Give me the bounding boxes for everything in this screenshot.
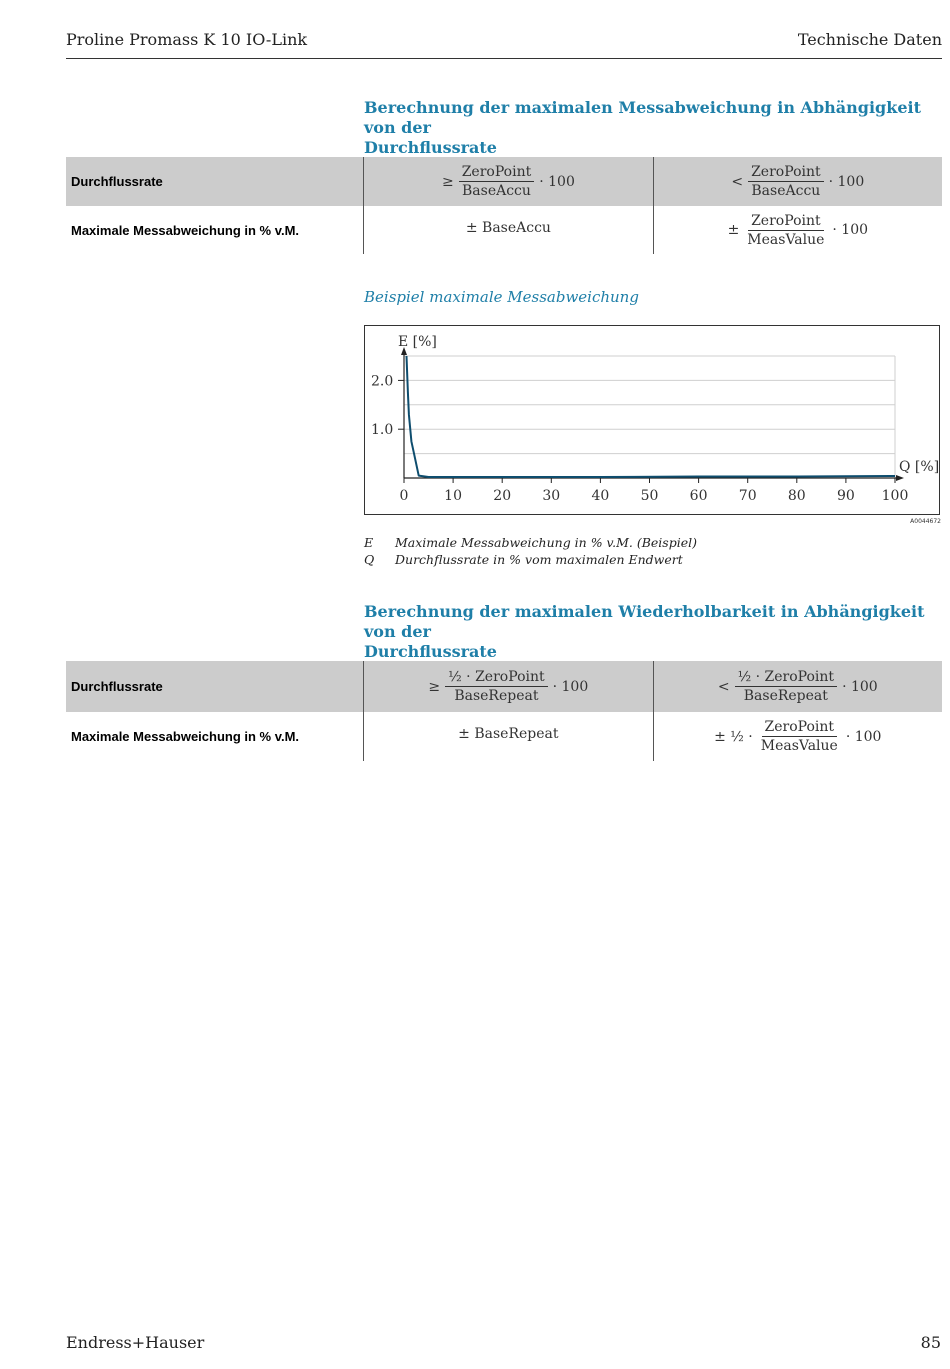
x-tick-label: 70 — [738, 488, 757, 504]
x-tick-label: 80 — [787, 488, 806, 504]
formula-cell: ≥ $\frac{\text{ZeroPoint}}{\text{BaseAccu}}$ · 100 — [364, 157, 653, 206]
chart-frame — [364, 325, 940, 515]
repeatability-table — [66, 661, 942, 761]
row-label: Durchflussrate — [66, 157, 364, 206]
error-chart — [365, 326, 941, 516]
x-axis-label: Q [%] — [899, 459, 940, 475]
fraction: $\frac{\text{½ · ZeroPoint}}{\text{BaseRepeat}}$ — [735, 669, 837, 704]
row-label: Maximale Messabweichung in % v.M. — [71, 729, 300, 744]
table-row — [66, 661, 942, 712]
row-label: Durchflussrate — [66, 661, 364, 712]
formula-cell: < $\frac{\text{ZeroPoint}}{\text{BaseAccu}}$ · 100 — [653, 157, 942, 206]
legend-item — [364, 535, 697, 550]
footer-brand: Endress+Hauser — [66, 1333, 205, 1352]
x-tick-label: 90 — [836, 488, 855, 504]
accuracy-table — [66, 157, 942, 254]
x-tick-label: 100 — [881, 488, 909, 504]
series-line — [407, 356, 896, 477]
x-tick-label: 50 — [640, 488, 659, 504]
formula-cell: ± BaseAccu — [364, 206, 653, 254]
figure-caption: Beispiel maximale Messabweichung — [364, 288, 639, 306]
legend-item — [364, 552, 683, 567]
document-title: Proline Promass K 10 IO-Link — [66, 30, 308, 49]
x-tick-label: 30 — [542, 488, 561, 504]
x-tick-label: 40 — [591, 488, 610, 504]
fraction: $\frac{\text{ZeroPoint}}{\text{MeasValue}}$ — [760, 719, 838, 754]
legend-text: Maximale Messabweichung in % v.M. (Beispiel) — [395, 535, 697, 550]
legend-key: Q — [364, 552, 375, 567]
fraction: $\frac{\text{ZeroPoint}}{\text{BaseAccu}}$ — [748, 164, 824, 199]
y-axis-label: E [%] — [398, 334, 437, 350]
y-tick-label: 2.0 — [371, 373, 394, 390]
x-tick-label: 0 — [399, 488, 409, 504]
legend-text: Durchflussrate in % vom maximalen Endwert — [395, 552, 683, 567]
fraction: $\frac{\text{½ · ZeroPoint}}{\text{BaseRepeat}}$ — [445, 669, 547, 704]
x-tick-label: 20 — [493, 488, 512, 504]
section-title: Technische Daten — [797, 30, 942, 49]
x-tick-label: 10 — [444, 488, 463, 504]
table-row — [66, 157, 942, 206]
section2-heading: Berechnung der maximalen Wiederholbarkeit in Abhängigkeit von der Durchflussrate — [364, 602, 925, 661]
formula-cell: ≥ $\frac{\text{½ · ZeroPoint}}{\text{BaseRepeat}}$ · 100 — [364, 661, 653, 712]
page-header — [66, 30, 942, 59]
row-label: Maximale Messabweichung in % v.M. — [71, 222, 300, 238]
figure-id: A0044672 — [910, 518, 941, 525]
formula-cell: ± $\frac{\text{ZeroPoint}}{\text{MeasValue}}$ · 100 — [653, 206, 942, 254]
fraction: $\frac{\text{ZeroPoint}}{\text{BaseAccu}}$ — [459, 164, 535, 199]
formula-cell: < $\frac{\text{½ · ZeroPoint}}{\text{BaseRepeat}}$ · 100 — [653, 661, 942, 712]
section1-heading: Berechnung der maximalen Messabweichung in Abhängigkeit von der Durchflussrate — [364, 98, 921, 157]
y-tick-label: 1.0 — [371, 422, 394, 439]
table-row — [66, 712, 942, 761]
table-row — [66, 206, 942, 254]
x-axis-arrow — [896, 475, 904, 481]
formula-cell: ± BaseRepeat — [364, 712, 653, 761]
page-number: 85 — [920, 1333, 941, 1352]
fraction: $\frac{\text{ZeroPoint}}{\text{MeasValue}}$ — [747, 212, 825, 248]
legend-key: E — [364, 535, 374, 550]
x-tick-label: 60 — [689, 488, 708, 504]
formula-cell: ± ½ · $\frac{\text{ZeroPoint}}{\text{MeasValue}}$ · 100 — [653, 712, 942, 761]
